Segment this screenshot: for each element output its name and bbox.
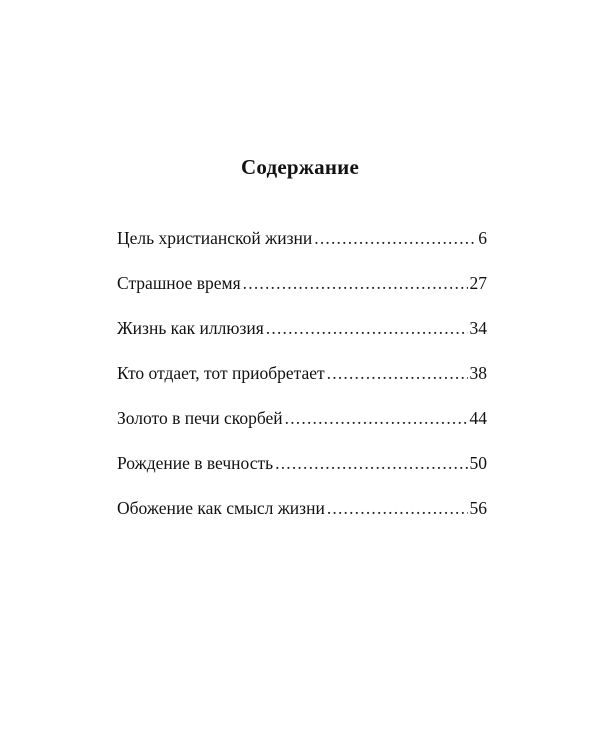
page-title: Содержание bbox=[241, 155, 359, 179]
toc-entry bbox=[117, 453, 487, 498]
toc-entry-title: Жизнь как иллюзия bbox=[117, 318, 264, 338]
dot-leader bbox=[243, 273, 468, 294]
toc-page-number: 50 bbox=[469, 453, 487, 473]
toc-entry-title: Рождение в вечность bbox=[117, 453, 274, 473]
toc-entry bbox=[117, 318, 487, 363]
dot-leader bbox=[314, 228, 476, 249]
dot-leader bbox=[285, 408, 468, 429]
toc-entry-title: Золото в печи скорбей bbox=[117, 408, 283, 428]
toc-entry-title: Кто отдает, тот приобретает bbox=[117, 363, 325, 383]
toc-entry bbox=[117, 408, 487, 453]
dot-leader bbox=[266, 318, 468, 339]
dot-leader bbox=[327, 363, 468, 384]
toc-entry bbox=[117, 363, 487, 408]
toc-entry-title: Страшное время bbox=[117, 273, 241, 293]
toc-entry bbox=[117, 228, 487, 273]
table-of-contents bbox=[117, 228, 487, 543]
toc-page-number: 44 bbox=[469, 408, 487, 428]
dot-leader bbox=[275, 453, 467, 474]
toc-page-number: 6 bbox=[478, 228, 487, 248]
toc-entry bbox=[117, 273, 487, 318]
dot-leader bbox=[327, 498, 468, 519]
toc-entry-title: Обожение как смысл жизни bbox=[117, 498, 325, 518]
toc-page-number: 34 bbox=[469, 318, 487, 338]
toc-entry bbox=[117, 498, 487, 543]
toc-page-number: 56 bbox=[469, 498, 487, 518]
toc-page-number: 27 bbox=[469, 273, 487, 293]
toc-page-number: 38 bbox=[469, 363, 487, 383]
toc-entry-title: Цель христианской жизни bbox=[117, 228, 313, 248]
